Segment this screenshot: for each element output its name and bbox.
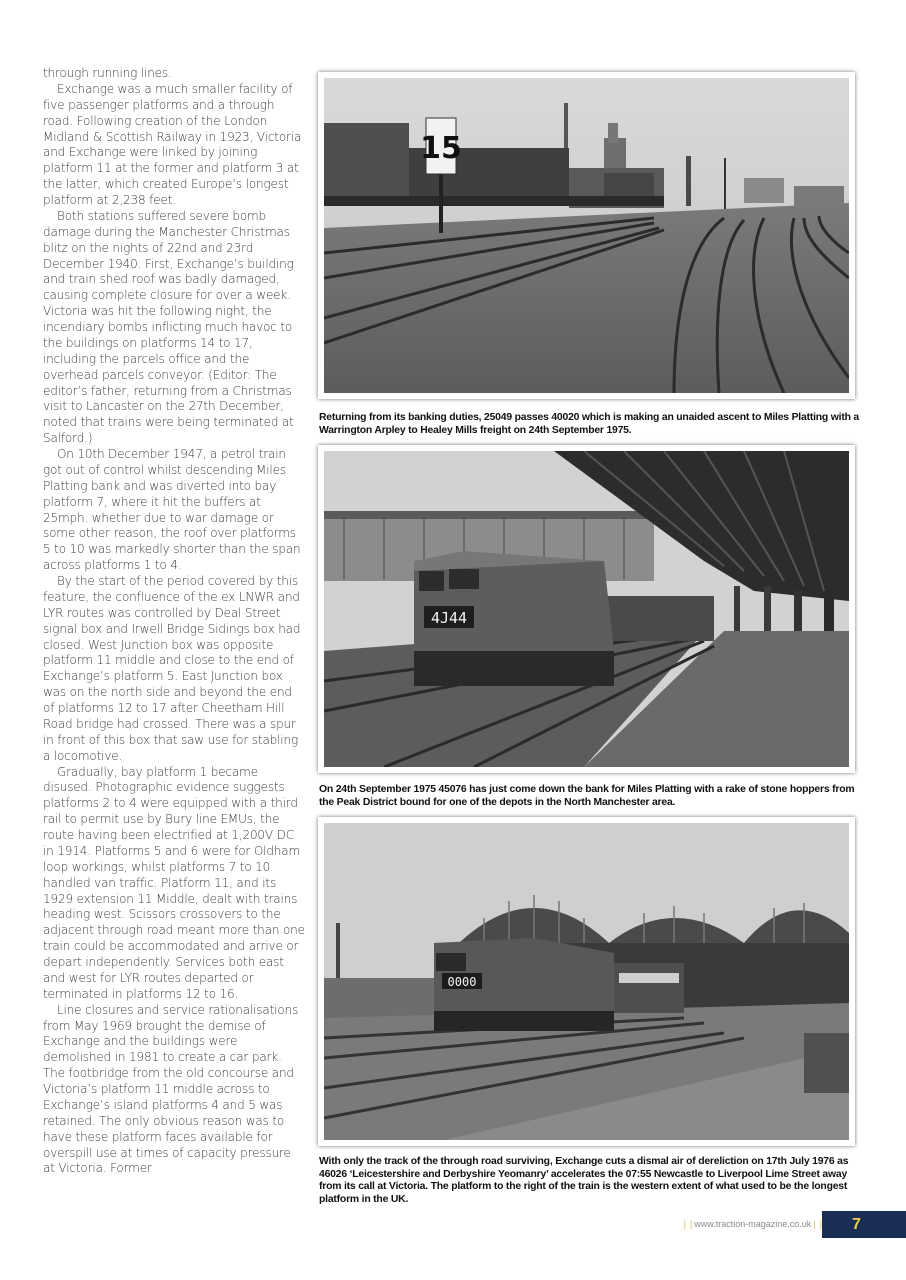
photo-freight-yard bbox=[318, 72, 855, 399]
footer-divider: | bbox=[819, 1219, 822, 1229]
photo-locomotive-canopy bbox=[318, 445, 855, 773]
footer-divider: | bbox=[813, 1219, 816, 1229]
paragraph: On 10th December 1947, a petrol train got out of control whilst descending Miles Platting bank and was diverted into bay platform 7, where it hit the buffers at 25mph. whether due to war damage or some other reason, the roof over platforms 5 to 10 was markedly shorter than the span across platforms 1 to 4. bbox=[43, 447, 301, 573]
photo-sign-text: 15 bbox=[420, 131, 462, 166]
photo-freight-yard-image bbox=[324, 78, 849, 393]
footer-divider: | bbox=[683, 1219, 686, 1229]
paragraph: Gradually, bay platform 1 became disused. Photographic evidence suggests platforms 2 to 4 were equipped with a third rail to permit use by Bury line EMUs, the route having been electrified at 1,200V DC in 1914. Platforms 5 and 6 were for Oldham loop workings, whilst platforms 7 to 10 handled van traffic. Platform 11, and its 1929 extension 11 Middle, dealt with trains heading west. Scissors crossovers to the adjacent through road meant more than one train could be accommodated and arrive or depart independently. Services both east and west for LYR routes departed or terminated in platforms 12 to 16. bbox=[43, 764, 305, 1001]
footer-url-text: www.traction-magazine.co.uk bbox=[694, 1219, 812, 1229]
page-number: 7 bbox=[852, 1216, 861, 1233]
locomotive-headcode: 0000 bbox=[447, 975, 477, 989]
photo-caption: On 24th September 1975 45076 has just come down the bank for Miles Platting with a rake of stone hoppers from the Peak District bound for one of the depots in the North Manchester area. bbox=[319, 784, 855, 808]
paragraph: Both stations suffered severe bomb damage during the Manchester Christmas blitz on the nights of 22nd and 23rd December 1940. First, Exchange’s building and train shed roof was badly damaged, causing complete closure for over a week. Victoria was hit the following night, the incendiary bombs inflicting much havoc to the buildings on platforms 14 to 17, including the parcels office and the overhead parcels conveyor. (Editor: The editor’s father, returning from a Christmas visit to Lancaster on the 27th December, noted that trains were being terminated at Salford.) bbox=[43, 208, 294, 446]
photo-locomotive-canopy-image bbox=[324, 451, 849, 767]
paragraph: through running lines. bbox=[43, 66, 172, 80]
locomotive-headcode: 4J44 bbox=[430, 609, 468, 627]
photo-caption: With only the track of the through road surviving, Exchange cuts a dismal air of dereliction on 17th July 1976 as 46026 ‘Leicestershire and Derbyshire Yeomanry’ accelerates the 07:55 Newcastle to Liverpool Lime Street away from its call at Victoria. The platform to the right of the train is the western extent of what used to be the longest platform in the UK. bbox=[319, 1156, 849, 1205]
footer-divider: | bbox=[689, 1219, 693, 1229]
page-number-badge bbox=[819, 1211, 906, 1238]
paragraph: Exchange was a much smaller facility of five passenger platforms and a through road. Following creation of the London Midland & Scottish Railway in 1923, Victoria and Exchange were linked by joining platform 11 at the former and platform 3 at the latter, which created Europe’s longest platform at 2,238 feet. bbox=[43, 81, 302, 207]
paragraph: Line closures and service rationalisations from May 1969 brought the demise of Exchange and the buildings were demolished in 1981 to create a car park. The footbridge from the old concourse and Victoria’s platform 11 middle across to Exchange’s island platforms 4 and 5 was retained. The only obvious reason was to have these platform faces available for overspill use at times of capacity pressure at Victoria. Former bbox=[43, 1002, 299, 1176]
footer-url[interactable] bbox=[682, 1219, 824, 1229]
photo-exchange-train-shed-image bbox=[324, 823, 849, 1140]
article-body bbox=[43, 66, 305, 1177]
photo-caption: Returning from its banking duties, 25049 passes 40020 which is making an unaided ascent to Miles Platting with a Warrington Arpley to Healey Mills freight on 24th September 1975. bbox=[319, 412, 859, 436]
paragraph: By the start of the period covered by this feature, the confluence of the ex LNWR and LYR routes was controlled by Deal Street signal box and Irwell Bridge Sidings box had closed. West Junction box was opposite platform 11 middle and close to the end of Exchange’s platform 5. East Junction box was on the north side and beyond the end of platforms 12 to 17 after Cheetham Hill Road bridge had crossed. There was a spur in front of this box that saw use for stabling a locomotive. bbox=[43, 574, 301, 763]
photo-exchange-train-shed bbox=[318, 817, 855, 1146]
